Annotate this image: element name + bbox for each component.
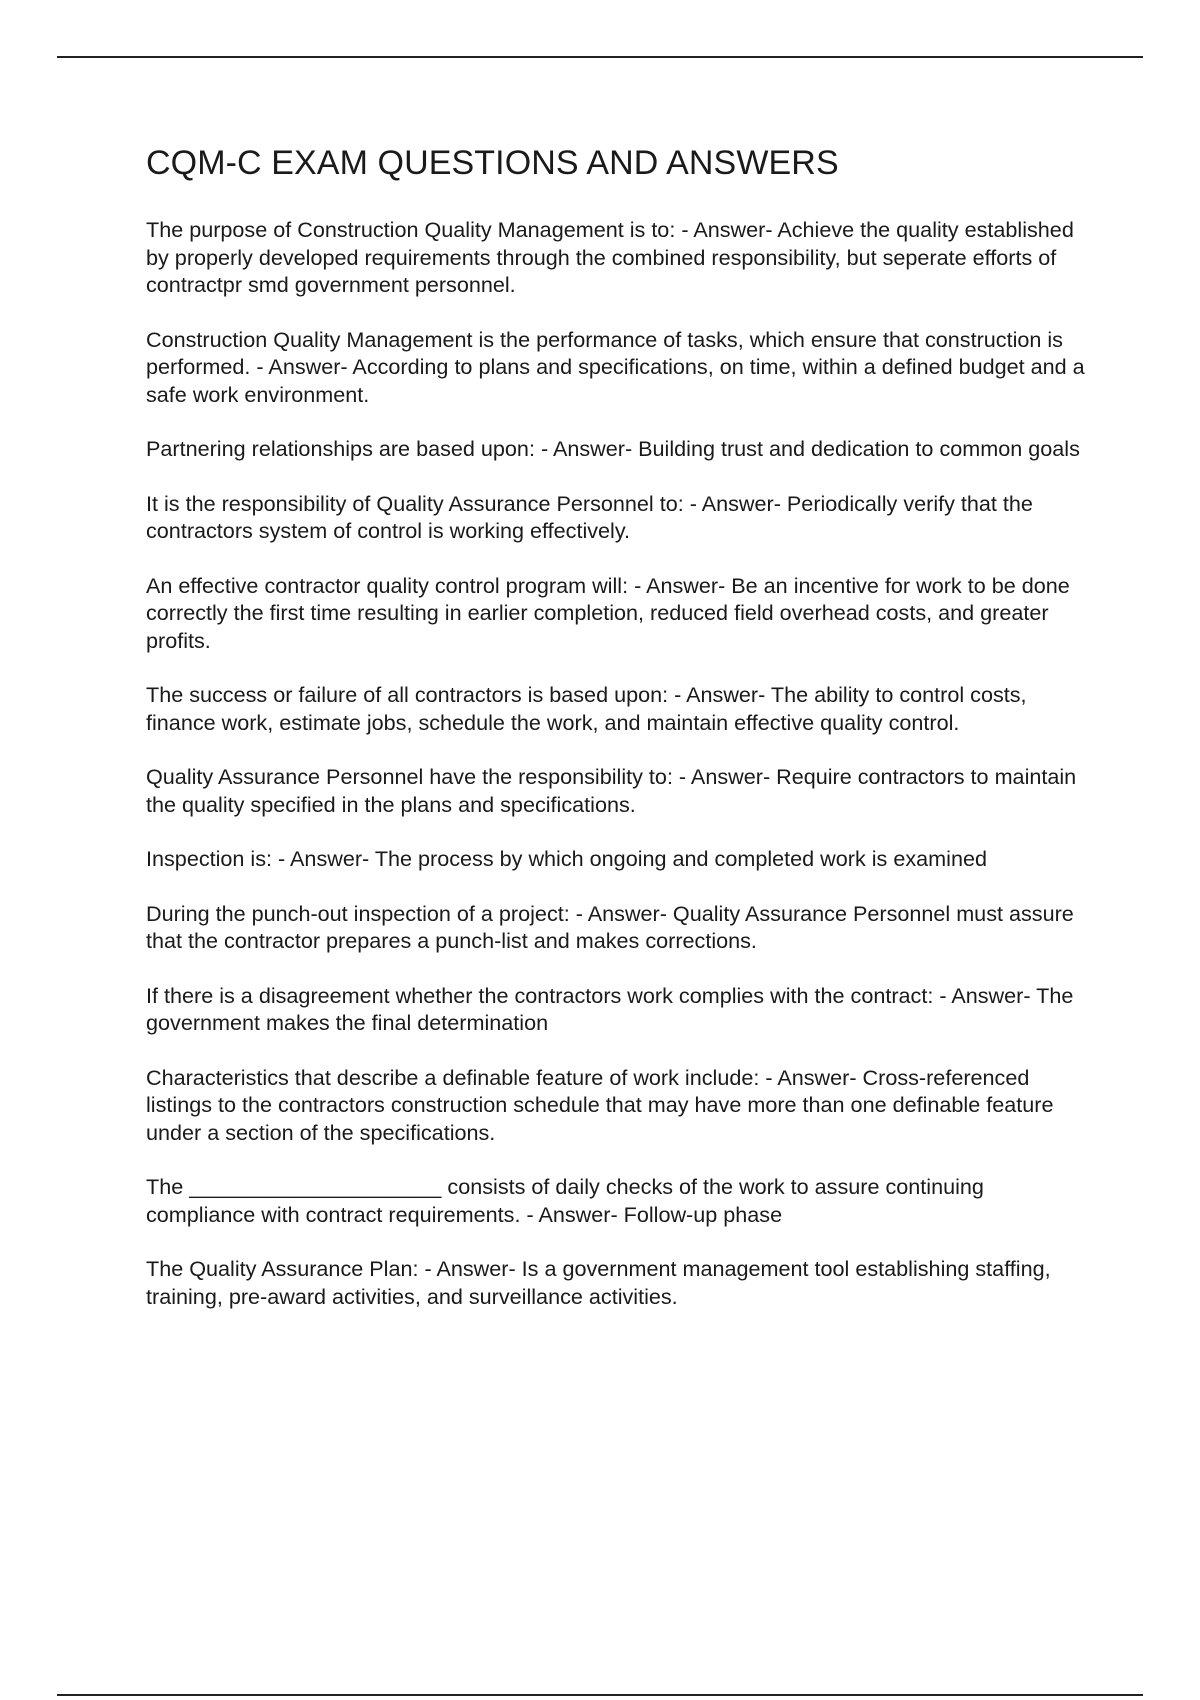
qa-entry: The purpose of Construction Quality Management is to: - Answer- Achieve the quality established by properly developed requirements through the combined responsibility, but seperate efforts of contractpr smd government personnel.	[146, 217, 1074, 297]
qa-entry: Partnering relationships are based upon: - Answer- Building trust and dedication to common goals	[146, 436, 1080, 461]
qa-entry: The success or failure of all contractors is based upon: - Answer- The ability to control costs, finance work, estimate jobs, schedule the work, and maintain effective quality control.	[146, 682, 1027, 735]
document-title: CQM-C EXAM QUESTIONS AND ANSWERS	[146, 144, 839, 182]
bottom-divider	[57, 1694, 1143, 1696]
qa-entry: It is the responsibility of Quality Assurance Personnel to: - Answer- Periodically verify that the contractors system of control is working effectively.	[146, 490, 1033, 543]
document-body	[146, 140, 1096, 1337]
qa-entry: During the punch-out inspection of a project: - Answer- Quality Assurance Personnel must assure that the contractor prepares a punch-list and makes corrections.	[146, 900, 1074, 953]
qa-entry: The _____________________ consists of daily checks of the work to assure continuing compliance with contract requirements. - Answer- Follow-up phase	[146, 1174, 984, 1227]
top-divider	[57, 56, 1143, 58]
qa-entry: An effective contractor quality control program will: - Answer- Be an incentive for work to be done correctly the first time resulting in earlier completion, reduced field overhead costs, and greater profits.	[146, 572, 1070, 653]
qa-entry: Characteristics that describe a definable feature of work include: - Answer- Cross-referenced listings to the contractors construction schedule that may have more than one definable feature under a section of the specifications.	[146, 1064, 1054, 1145]
qa-entry: Inspection is: - Answer- The process by which ongoing and completed work is examined	[146, 846, 987, 871]
qa-entry: If there is a disagreement whether the contractors work complies with the contract: - Answer- The government makes the final determination	[146, 982, 1074, 1035]
qa-entry: Construction Quality Management is the performance of tasks, which ensure that construction is performed. - Answer- According to plans and specifications, on time, within a defined budget and a safe work environment.	[146, 326, 1085, 407]
qa-entry: The Quality Assurance Plan: - Answer- Is a government management tool establishing staffing, training, pre-award activities, and surveillance activities.	[146, 1256, 1051, 1309]
qa-entry: Quality Assurance Personnel have the responsibility to: - Answer- Require contractors to maintain the quality specified in the plans and specifications.	[146, 764, 1077, 817]
